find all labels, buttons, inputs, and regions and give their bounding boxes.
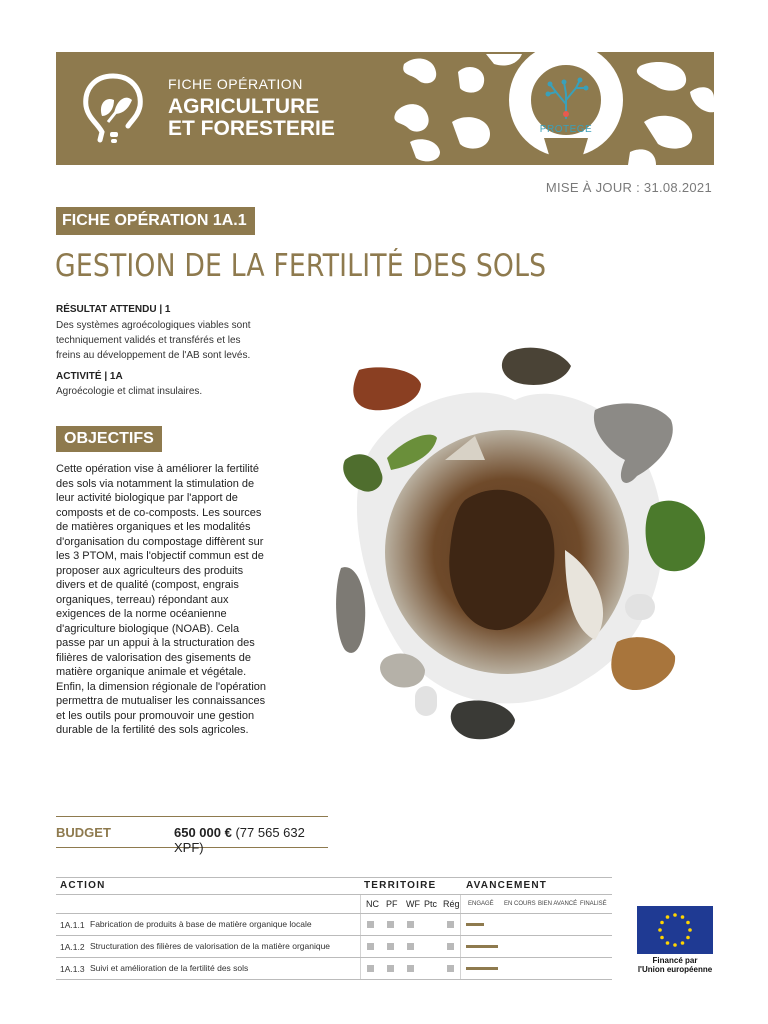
table-row [56, 936, 612, 958]
territory-marker [387, 921, 394, 928]
progress-fill [466, 923, 484, 926]
eu-star [658, 928, 662, 932]
page-title: GESTION DE LA FERTILITÉ DES SOLS [55, 248, 547, 284]
eu-flag-icon [637, 906, 713, 954]
table-row [56, 958, 612, 980]
eu-star [688, 928, 692, 932]
territory-marker [367, 965, 374, 972]
row-label: Fabrication de produits à base de matière organique locale [90, 919, 312, 929]
territory-marker [447, 943, 454, 950]
action-table [56, 877, 612, 980]
col-action: ACTION [60, 880, 106, 891]
progress-track [466, 923, 536, 926]
territory-marker [407, 943, 414, 950]
progress-track [466, 945, 536, 948]
eu-star [673, 913, 677, 917]
budget-label: BUDGET [56, 825, 111, 840]
col-avancement: AVANCEMENT [466, 880, 548, 891]
terr-ptc: Ptc [424, 899, 438, 909]
protege-logo [530, 74, 602, 142]
eu-star [673, 943, 677, 947]
objectifs-text: Cette opération vise à améliorer la fertilité des sols via notamment la stimulation de leur activité biologique par l'apport de composts et de co-composts. Les sources de matières organiques et les modalités d'organisation du compostage diffèrent sur les 3 PTOM, mais l'objectif commun est de proposer aux agriculteurs des produits divers et de qualité (compost, engrais organiques, terreau) répondant aux exigences de la norme océanienne d'agriculture biologique (NOAB). Cela passe par un appui à la structuration des filières de valorisation des gisements de matière organique animale et végétale. Enfin, la dimension régionale de l'opération permettra de mutualiser les connaissances et les outils pour promouvoir une gestion durable de la fertilité des sols agricoles. [56, 463, 267, 736]
av-engage: ENGAGÉ [468, 901, 494, 907]
column-divider [460, 958, 461, 979]
terr-reg: Rég [443, 899, 460, 909]
territory-marker [387, 965, 394, 972]
column-divider [360, 914, 361, 935]
fiche-tag: FICHE OPÉRATION 1A.1 [56, 207, 255, 235]
av-bien-avance: BIEN AVANCÉ [538, 901, 578, 907]
column-divider [460, 936, 461, 957]
terr-wf: WF [406, 899, 420, 909]
eu-star [681, 915, 685, 919]
objectifs-heading: OBJECTIFS [56, 426, 162, 452]
resultat-text: Des systèmes agroécologiques viables sont techniquement validés et transférés et les freins au développement de l'AB sont levés. [56, 320, 251, 361]
eu-star [666, 941, 670, 945]
resultat-heading: RÉSULTAT ATTENDU | 1 [56, 304, 171, 315]
table-row [56, 914, 612, 936]
budget-bar [56, 816, 328, 855]
table-header [56, 877, 612, 895]
terr-pf: PF [386, 899, 398, 909]
progress-fill [466, 945, 498, 948]
column-divider [360, 895, 361, 913]
terr-nc: NC [366, 899, 379, 909]
row-code: 1A.1.2 [60, 942, 85, 952]
update-date: MISE À JOUR : 31.08.2021 [545, 180, 712, 195]
leaf-bulb-icon [78, 70, 148, 146]
territory-marker [447, 921, 454, 928]
av-en-cours: EN COURS [504, 901, 536, 907]
territory-marker [367, 921, 374, 928]
av-finalise: FINALISÉ [580, 901, 607, 907]
header-banner [56, 52, 714, 165]
progress-fill [466, 967, 498, 970]
activite-heading: ACTIVITÉ | 1A [56, 371, 123, 382]
territory-marker [407, 921, 414, 928]
column-divider [360, 958, 361, 979]
budget-value [174, 825, 328, 855]
eu-star [686, 936, 690, 940]
row-code: 1A.1.3 [60, 964, 85, 974]
eu-star [686, 921, 690, 925]
activite-text: Agroécologie et climat insulaires. [56, 386, 203, 397]
row-label: Suivi et amélioration de la fertilité des sols [90, 963, 249, 973]
eu-star [660, 936, 664, 940]
territory-marker [407, 965, 414, 972]
budget-amount: 650 000 € [174, 825, 232, 840]
col-territoire: TERRITOIRE [364, 880, 437, 891]
territory-marker [447, 965, 454, 972]
eu-caption: Financé par l'Union européenne [637, 956, 713, 974]
budget-amount-xpf: (77 565 632 XPF) [174, 825, 305, 855]
eu-star [666, 915, 670, 919]
banner-title: AGRICULTURE ET FORESTERIE [168, 95, 335, 140]
eu-star [660, 921, 664, 925]
row-label: Structuration des filières de valorisation de la matière organique [90, 941, 331, 951]
territory-marker [367, 943, 374, 950]
column-divider [360, 936, 361, 957]
eu-star [681, 941, 685, 945]
column-divider [460, 914, 461, 935]
progress-track [466, 967, 536, 970]
coral-tree-icon [530, 74, 602, 122]
banner-kicker: FICHE OPÉRATION [168, 76, 303, 92]
table-subheader [56, 895, 612, 914]
territory-marker [387, 943, 394, 950]
row-code: 1A.1.1 [60, 920, 85, 930]
column-divider [460, 895, 461, 913]
protege-wordmark: PROTEGE [539, 124, 593, 135]
photo-collage [325, 340, 725, 760]
